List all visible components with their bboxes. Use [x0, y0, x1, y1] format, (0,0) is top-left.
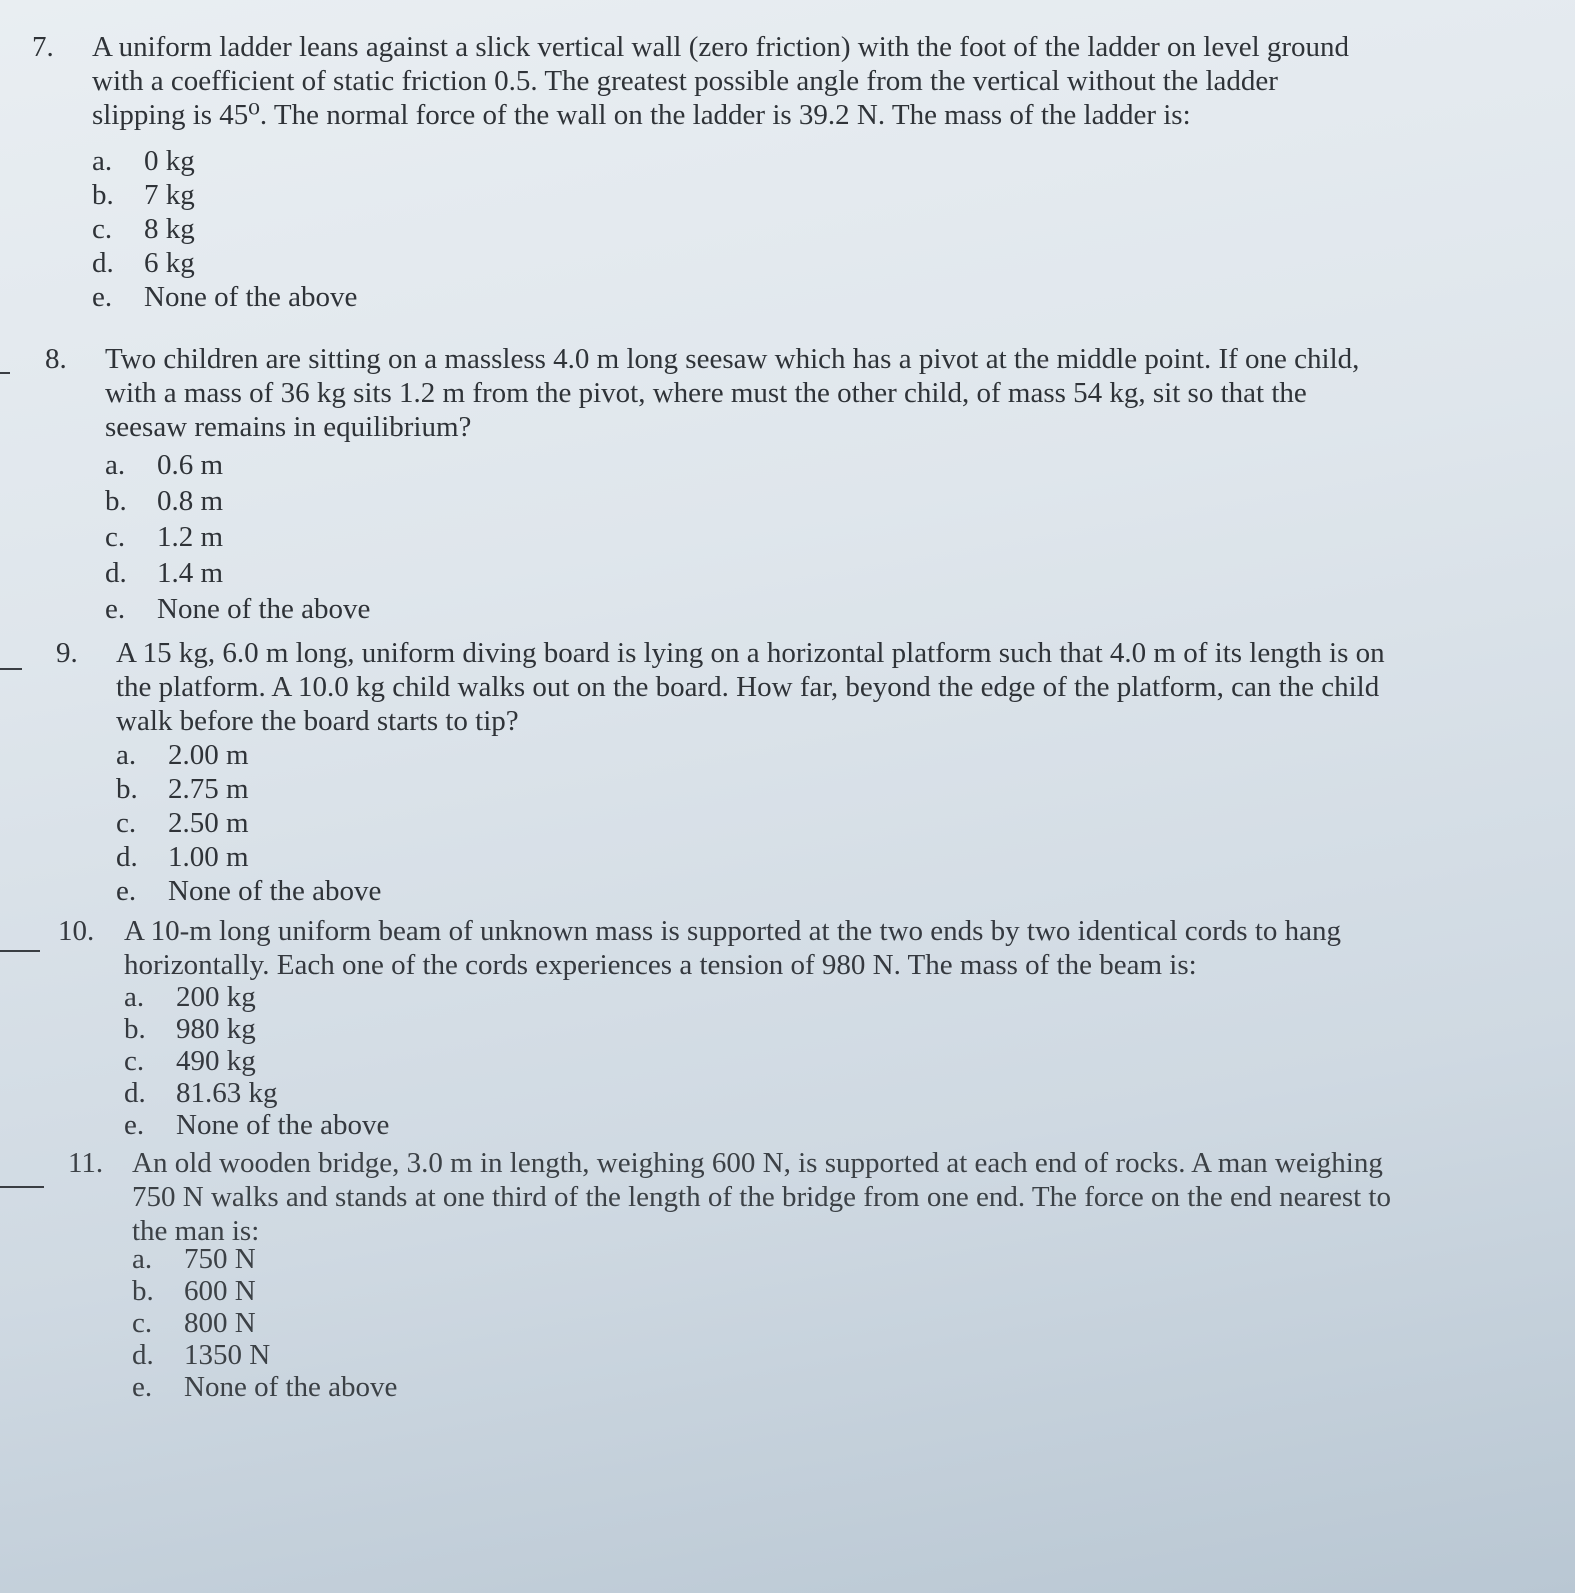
option-letter: a. [132, 1243, 153, 1275]
question-text [105, 342, 1359, 444]
option-letter: b. [105, 485, 127, 517]
option-text: 0.6 m [157, 449, 224, 481]
option-text: None of the above [157, 593, 371, 625]
option-text: None of the above [168, 875, 382, 907]
option-text: 0.8 m [157, 485, 224, 517]
question-8 [45, 342, 1465, 642]
option-text: 2.00 m [168, 739, 249, 771]
answer-options [124, 980, 389, 1140]
option-text: 7 kg [144, 179, 195, 211]
answer-options [105, 448, 370, 628]
option-d[interactable] [92, 246, 357, 280]
option-letter: d. [105, 557, 127, 589]
option-a[interactable] [116, 738, 381, 772]
option-letter: a. [92, 145, 113, 177]
option-b[interactable] [132, 1274, 397, 1306]
option-letter: b. [124, 1013, 146, 1045]
option-text: 200 kg [176, 981, 256, 1013]
question-line: A 10-m long uniform beam of unknown mass is supported at the two ends by two identical cords to hang [124, 915, 1342, 947]
option-c[interactable] [92, 212, 357, 246]
question-9 [56, 636, 1466, 916]
question-line: horizontally. Each one of the cords experiences a tension of 980 N. The mass of the beam is: [124, 949, 1197, 981]
answer-options [92, 144, 357, 314]
question-line: walk before the board starts to tip? [116, 705, 519, 737]
option-text: 81.63 kg [176, 1077, 278, 1109]
question-line: seesaw remains in equilibrium? [105, 411, 472, 443]
option-b[interactable] [124, 1012, 389, 1044]
option-text: 1.4 m [157, 557, 224, 589]
option-d[interactable] [105, 556, 370, 592]
question-number: 9. [56, 637, 78, 669]
option-letter: a. [116, 739, 137, 771]
option-text: 0 kg [144, 145, 195, 177]
option-text: 6 kg [144, 247, 195, 279]
question-text [132, 1146, 1391, 1248]
option-c[interactable] [132, 1306, 397, 1338]
question-number: 11. [68, 1147, 104, 1179]
option-e[interactable] [105, 592, 370, 628]
option-letter: c. [132, 1307, 153, 1339]
question-text [92, 30, 1349, 132]
option-letter: e. [132, 1371, 153, 1403]
answer-blank-11[interactable] [0, 1186, 44, 1188]
option-letter: a. [105, 449, 126, 481]
question-7 [32, 30, 1492, 350]
option-text: 800 N [184, 1307, 256, 1339]
question-line: with a coefficient of static friction 0.5. The greatest possible angle from the vertical without the ladder [92, 65, 1278, 97]
option-a[interactable] [92, 144, 357, 178]
answer-options [116, 738, 381, 908]
option-d[interactable] [116, 840, 381, 874]
option-text: 2.75 m [168, 773, 249, 805]
option-e[interactable] [124, 1108, 389, 1140]
option-letter: c. [116, 807, 137, 839]
option-c[interactable] [105, 520, 370, 556]
question-line: A uniform ladder leans against a slick vertical wall (zero friction) with the foot of the ladder on level ground [92, 31, 1350, 63]
question-line: A 15 kg, 6.0 m long, uniform diving board is lying on a horizontal platform such that 4.0 m of its length is on [116, 637, 1385, 669]
option-letter: c. [105, 521, 126, 553]
option-text: 750 N [184, 1243, 256, 1275]
option-letter: c. [92, 213, 113, 245]
option-c[interactable] [116, 806, 381, 840]
option-e[interactable] [132, 1370, 397, 1402]
option-letter: b. [116, 773, 138, 805]
option-text: 490 kg [176, 1045, 256, 1077]
option-letter: d. [92, 247, 114, 279]
option-e[interactable] [116, 874, 381, 908]
question-number: 7. [32, 31, 54, 63]
option-text: None of the above [184, 1371, 398, 1403]
option-text: 2.50 m [168, 807, 249, 839]
answer-blank-8[interactable] [0, 372, 10, 374]
question-line: slipping is 45⁰. The normal force of the wall on the ladder is 39.2 N. The mass of the ladder is: [92, 99, 1191, 131]
option-b[interactable] [116, 772, 381, 806]
question-line: the man is: [132, 1215, 260, 1247]
question-text [124, 914, 1341, 982]
option-letter: e. [124, 1109, 145, 1141]
option-c[interactable] [124, 1044, 389, 1076]
option-letter: d. [132, 1339, 154, 1371]
question-line: An old wooden bridge, 3.0 m in length, weighing 600 N, is supported at each end of rocks. A man weighing [132, 1147, 1383, 1179]
question-number: 10. [58, 915, 95, 947]
question-line: with a mass of 36 kg sits 1.2 m from the pivot, where must the other child, of mass 54 kg, sit so that the [105, 377, 1307, 409]
option-text: None of the above [176, 1109, 390, 1141]
option-letter: b. [132, 1275, 154, 1307]
option-d[interactable] [124, 1076, 389, 1108]
option-text: 600 N [184, 1275, 256, 1307]
option-letter: e. [105, 593, 126, 625]
option-e[interactable] [92, 280, 357, 314]
option-a[interactable] [105, 448, 370, 484]
question-line: the platform. A 10.0 kg child walks out on the board. How far, beyond the edge of the platform, can the child [116, 671, 1380, 703]
option-b[interactable] [92, 178, 357, 212]
option-text: 1.00 m [168, 841, 249, 873]
option-text: 1350 N [184, 1339, 271, 1371]
question-line: Two children are sitting on a massless 4.0 m long seesaw which has a pivot at the middle point. If one child, [105, 343, 1360, 375]
question-line: 750 N walks and stands at one third of the length of the bridge from one end. The force on the end nearest to [132, 1181, 1391, 1213]
option-d[interactable] [132, 1338, 397, 1370]
option-letter: d. [124, 1077, 146, 1109]
question-10 [60, 914, 1390, 1154]
option-letter: c. [124, 1045, 145, 1077]
option-a[interactable] [124, 980, 389, 1012]
question-number: 8. [45, 343, 67, 375]
option-b[interactable] [105, 484, 370, 520]
option-text: 1.2 m [157, 521, 224, 553]
answer-options [132, 1242, 397, 1402]
answer-blank-10[interactable] [0, 950, 40, 952]
option-letter: b. [92, 179, 114, 211]
option-text: None of the above [144, 281, 358, 313]
option-text: 8 kg [144, 213, 195, 245]
option-text: 980 kg [176, 1013, 256, 1045]
option-letter: e. [116, 875, 137, 907]
option-a[interactable] [132, 1242, 397, 1274]
option-letter: e. [92, 281, 113, 313]
option-letter: a. [124, 981, 145, 1013]
question-text [116, 636, 1385, 738]
question-11 [70, 1146, 1410, 1416]
answer-blank-9[interactable] [0, 668, 22, 670]
option-letter: d. [116, 841, 138, 873]
